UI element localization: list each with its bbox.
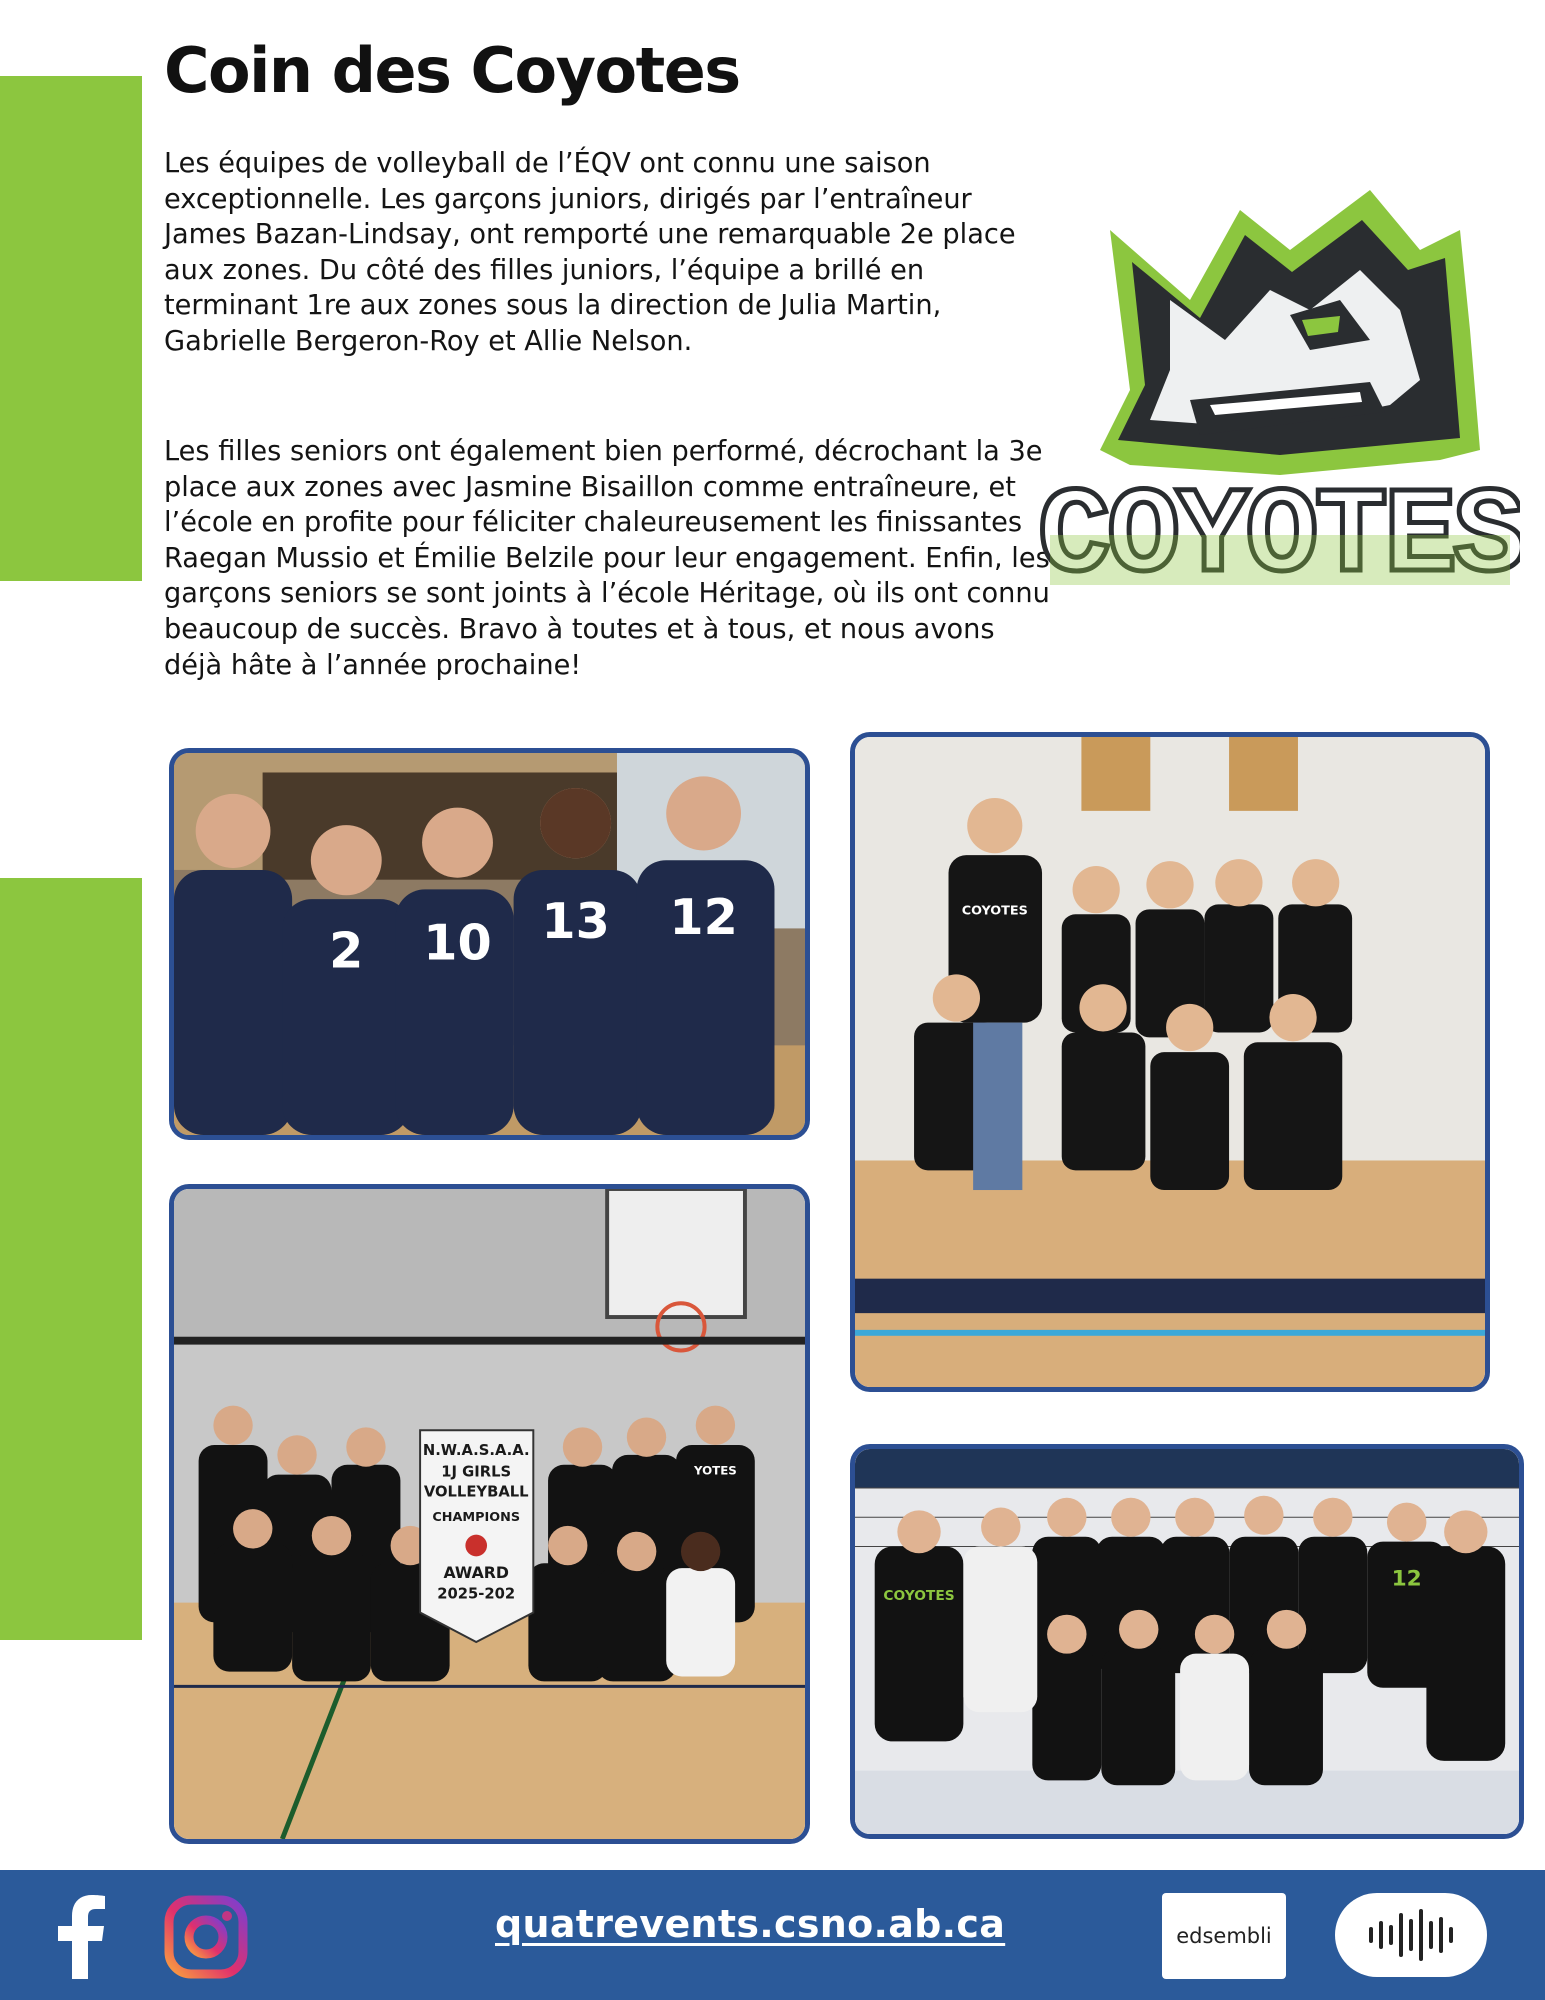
jersey-number-2: 2: [329, 922, 364, 980]
banner-line-2: 1J GIRLS: [441, 1463, 512, 1481]
photo-junior-girls-champions: [169, 1184, 810, 1844]
photo-junior-team-gym: [850, 732, 1490, 1392]
jersey-number-10: 10: [423, 914, 492, 972]
banner-line-3: VOLLEYBALL: [423, 1483, 529, 1501]
banner-line-6: 2025-202: [437, 1585, 516, 1603]
jersey-number-12: 12: [1391, 1566, 1422, 1592]
banner-line-1: N.W.A.S.A.A.: [422, 1441, 530, 1459]
page-title: Coin des Coyotes: [164, 34, 740, 107]
banner-line-5: AWARD: [443, 1563, 509, 1583]
photo-junior-boys: [169, 748, 810, 1140]
green-side-bar-top: [0, 76, 142, 581]
coach-shirt-text: COYOTES: [883, 1588, 955, 1605]
coyotes-logo: [1040, 150, 1520, 595]
website-link[interactable]: quatrevents.csno.ab.ca: [495, 1902, 1006, 1946]
article-paragraph-1: Les équipes de volleyball de l’ÉQV ont connu une saison exceptionnelle. Les garçons juniors, dirigés par l’entraîneur James Bazan-Lindsay, ont remporté une remarquable 2e place aux zones. Du côté des filles juniors, l’équipe a brillé en terminant 1re aux zones sous la direction de Julia Martin, Gabrielle Bergeron-Roy et Allie Nelson.: [164, 148, 1016, 357]
coach-shirt-text: COYOTES: [961, 903, 1028, 919]
instagram-icon[interactable]: [164, 1895, 248, 1979]
svg-text:COYOTES: COYOTES: [1040, 468, 1520, 595]
photo-senior-girls: [850, 1444, 1524, 1839]
facebook-icon[interactable]: [50, 1895, 110, 1979]
jersey-number-12: 12: [669, 889, 738, 947]
podcast-icon[interactable]: [1335, 1893, 1487, 1977]
edsembli-logo[interactable]: edsembli: [1162, 1893, 1286, 1979]
banner-line-4: CHAMPIONS: [432, 1509, 521, 1525]
green-side-bar-bottom: [0, 878, 142, 1640]
coach-shirt-text: YOTES: [694, 1463, 737, 1478]
article-paragraph-2: Les filles seniors ont également bien performé, décrochant la 3e place aux zones avec Jasmine Bisaillon comme entraîneure, et l’école en profite pour féliciter chaleureusement les finissantes Raegan Mussio et Émilie Belzile pour leur engagement. Enfin, les garçons seniors se sont joints à l’école Héritage, où ils ont connu beaucoup de succès. Bravo à toutes et à tous, et nous avons déjà hâte à l’année prochaine!: [164, 436, 1050, 681]
jersey-number-13: 13: [541, 893, 610, 951]
